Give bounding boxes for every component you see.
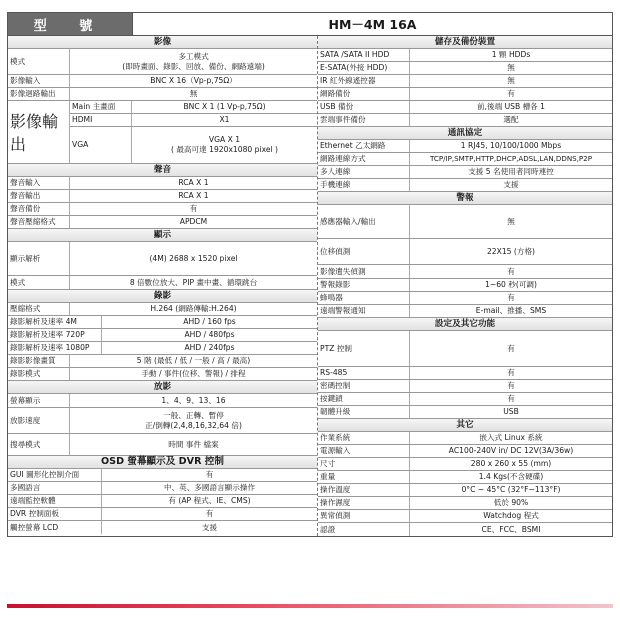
spec-value: CE、FCC、BSMI — [481, 524, 541, 534]
spec-row-rate-4m — [8, 316, 317, 329]
spec-row-notify — [318, 305, 612, 318]
spec-row-rate-720 — [8, 329, 317, 342]
spec-label: GUI 圖形化控制介面 — [8, 469, 102, 481]
spec-row-ir — [318, 75, 612, 88]
spec-value: 支援 5 名使用者同時連控 — [468, 167, 554, 176]
spec-label: 顯示解析 — [8, 242, 70, 275]
spec-label: 尺寸 — [318, 458, 410, 470]
spec-label: 網路連線方式 — [318, 153, 410, 165]
spec-value: 1~60 秒(可調) — [485, 280, 537, 289]
spec-row-rs485 — [318, 367, 612, 380]
spec-label: 密碼控制 — [318, 380, 410, 392]
spec-value: 有 — [205, 509, 214, 518]
spec-value: 有 — [205, 470, 214, 479]
spec-label: RS-485 — [318, 367, 410, 379]
spec-label: 放影速度 — [8, 408, 70, 433]
spec-label: 聲音輸出 — [8, 190, 70, 202]
spec-row-net-backup — [318, 88, 612, 101]
spec-value: 前,後端 USB 槽各 1 — [476, 102, 546, 111]
spec-value: VGA X 1 ( 最高可達 1920x1080 pixel ) — [170, 135, 279, 154]
spec-label: 影像迴路輸出 — [8, 88, 70, 100]
spec-row-os — [318, 432, 612, 445]
spec-label: SATA /SATA II HDD — [318, 49, 410, 61]
left-spec-column — [8, 36, 318, 536]
spec-value: 支援 — [503, 180, 519, 189]
spec-label: 模式 — [8, 49, 70, 74]
spec-label: DVR 控制面板 — [8, 508, 102, 520]
spec-row-video-in — [8, 75, 317, 88]
spec-row-firmware — [318, 406, 612, 419]
section-osd: OSD 螢幕顯示及 DVR 控制 — [8, 456, 317, 469]
spec-row-loop — [8, 88, 317, 101]
spec-label: 韌體升級 — [318, 406, 410, 418]
spec-row-motion — [318, 239, 612, 265]
spec-label: 聲音壓縮格式 — [8, 216, 70, 228]
spec-value: RCA X 1 — [178, 178, 209, 187]
spec-label: 錄影解析及速率 1080P — [8, 342, 102, 354]
spec-value: 有 — [507, 293, 515, 302]
spec-row-net-protocol — [318, 153, 612, 166]
model-label: 型 號 — [8, 13, 133, 35]
spec-value: 有 — [189, 204, 198, 213]
spec-label: 網路備份 — [318, 88, 410, 100]
spec-value: 有 — [507, 368, 515, 377]
spec-value: 有 — [507, 394, 515, 403]
spec-value: 無 — [507, 63, 515, 72]
spec-label: 位移偵測 — [318, 239, 410, 264]
spec-label: 操作溫度 — [318, 484, 410, 496]
spec-row-watchdog — [318, 510, 612, 523]
spec-label: Ethernet 乙太網路 — [318, 140, 410, 152]
spec-value: BNC X 16（Vp-p,75Ω） — [150, 76, 237, 85]
spec-sheet — [7, 12, 613, 537]
spec-row-weight — [318, 471, 612, 484]
spec-label: 錄影模式 — [8, 368, 70, 380]
spec-row-resolution — [8, 242, 317, 276]
spec-value: 280 x 260 x 55 (mm) — [470, 459, 552, 468]
spec-value: APDCM — [179, 217, 208, 226]
spec-value: 22X15 (方格) — [486, 246, 536, 256]
spec-value: AHD / 240fps — [184, 343, 235, 352]
section-display: 顯示 — [8, 229, 317, 242]
spec-label: 按鍵鎖 — [318, 393, 410, 405]
spec-group-video-out — [8, 101, 317, 164]
spec-header — [8, 13, 612, 36]
spec-label: 錄影影像畫質 — [8, 355, 70, 367]
spec-label: 錄影解析及速率 720P — [8, 329, 102, 341]
spec-row-video-loss — [318, 265, 612, 279]
section-audio: 聲音 — [8, 164, 317, 177]
section-other: 其它 — [318, 419, 612, 432]
spec-row-rec-mode — [8, 368, 317, 381]
spec-row-display-mode — [8, 276, 317, 290]
spec-row-remote — [8, 495, 317, 508]
spec-value: 有 — [507, 266, 515, 276]
section-protocol: 通訊協定 — [318, 127, 612, 140]
spec-value: 1、4、9、13、16 — [161, 395, 226, 405]
spec-label: PTZ 控制 — [318, 331, 410, 366]
spec-row-panel — [8, 508, 317, 521]
spec-row-main — [70, 101, 317, 114]
spec-value: 有 — [507, 343, 515, 353]
spec-row-usb — [318, 101, 612, 114]
spec-row-language — [8, 482, 317, 495]
spec-value: (4M) 2688 x 1520 pixel — [149, 253, 238, 263]
spec-value: BNC X 1 (1 Vp-p,75Ω) — [183, 102, 266, 111]
spec-label: 多人連線 — [318, 166, 410, 178]
spec-label: 遠端警報通知 — [318, 305, 410, 317]
spec-row-audio-backup — [8, 203, 317, 216]
spec-value: 手動 / 事件(位移、警報) / 排程 — [141, 369, 246, 378]
spec-row-quality — [8, 355, 317, 368]
spec-label: 影像輸出 — [8, 101, 70, 163]
spec-value: AHD / 160 fps — [183, 317, 236, 326]
spec-label: IR 紅外線遙控器 — [318, 75, 410, 87]
spec-value: RCA X 1 — [178, 191, 209, 200]
spec-row-alarm-rec — [318, 279, 612, 292]
spec-value: 嵌入式 Linux 系統 — [479, 433, 543, 442]
spec-row-esata — [318, 62, 612, 75]
spec-value: 1 顆 HDDs — [491, 50, 531, 59]
spec-value: TCP/IP,SMTP,HTTP,DHCP,ADSL,LAN,DDNS,P2P — [430, 154, 592, 163]
spec-value: 選配 — [503, 115, 519, 124]
spec-label: 操作濕度 — [318, 497, 410, 509]
spec-value: 1.4 Kgs(不含硬碟) — [478, 472, 544, 481]
spec-label: 感應器輸入/輸出 — [318, 205, 410, 238]
spec-value: 8 倍數位放大、PIP 畫中畫、循環跳台 — [129, 277, 258, 287]
spec-row-hdmi — [70, 114, 317, 127]
spec-row-search-mode — [8, 434, 317, 456]
spec-value: E-mail、推播、SMS — [475, 306, 547, 315]
spec-row-password — [318, 380, 612, 393]
spec-value: USB — [503, 407, 519, 416]
spec-value: 有 — [507, 89, 515, 98]
spec-value: H.264 (網路傳輸:H.264) — [150, 304, 237, 313]
spec-value: 0°C ~ 45°C (32°F~113°F) — [461, 485, 561, 494]
right-spec-column — [318, 36, 612, 536]
spec-label: 認證 — [318, 523, 410, 536]
section-video: 影像 — [8, 36, 317, 49]
spec-row-compression — [8, 303, 317, 316]
spec-value: 無 — [507, 216, 515, 226]
spec-row-cloud — [318, 114, 612, 127]
spec-label: 錄影解析及速率 4M — [8, 316, 102, 328]
spec-value: X1 — [219, 115, 230, 124]
spec-row-vga — [70, 127, 317, 163]
spec-value: 有 (AP 程式、IE、CMS) — [168, 496, 251, 505]
spec-row-audio-in — [8, 177, 317, 190]
spec-row-audio-comp — [8, 216, 317, 229]
spec-row-keylock — [318, 393, 612, 406]
spec-row-mode — [8, 49, 317, 75]
spec-label: 模式 — [8, 276, 70, 289]
spec-row-humidity — [318, 497, 612, 510]
section-storage: 儲存及備份裝置 — [318, 36, 612, 49]
spec-row-sensor — [318, 205, 612, 239]
spec-value: 無 — [507, 76, 515, 85]
spec-label: 電源輸入 — [318, 445, 410, 457]
spec-row-buzzer — [318, 292, 612, 305]
spec-value: AC100-240V in/ DC 12V(3A/36w) — [448, 446, 574, 455]
spec-value: 多工模式 (即時畫面、錄影、回放、備份、網路遠端) — [122, 51, 265, 71]
footer-accent-bar — [7, 604, 613, 608]
spec-sublabel: Main 主畫面 — [70, 101, 132, 113]
spec-value: Watchdog 程式 — [483, 511, 539, 520]
spec-label: 影像遺失偵測 — [318, 265, 410, 278]
spec-row-size — [318, 458, 612, 471]
spec-row-multi-user — [318, 166, 612, 179]
spec-label: 雲端事件備份 — [318, 114, 410, 126]
spec-value: 1 RJ45, 10/100/1000 Mbps — [460, 141, 562, 150]
spec-value: 無 — [189, 89, 198, 98]
spec-sublabel: VGA — [70, 127, 132, 163]
spec-value: AHD / 480fps — [184, 330, 235, 339]
section-playback: 放影 — [8, 381, 317, 394]
spec-row-ethernet — [318, 140, 612, 153]
spec-label: USB 備份 — [318, 101, 410, 113]
spec-row-sata — [318, 49, 612, 62]
spec-row-temperature — [318, 484, 612, 497]
spec-label: 蜂鳴器 — [318, 292, 410, 304]
spec-row-certification — [318, 523, 612, 536]
spec-label: 螢幕顯示 — [8, 394, 70, 407]
spec-value: 5 階 (最低 / 低 / 一般 / 高 / 最高) — [136, 356, 251, 365]
spec-label: 異常偵測 — [318, 510, 410, 522]
section-setup: 設定及其它功能 — [318, 318, 612, 331]
spec-value: 中、英、多國語言顯示操作 — [163, 483, 256, 492]
spec-value: 支援 — [201, 522, 218, 532]
spec-value: 時間 事件 檔案 — [168, 439, 219, 449]
spec-label: 壓縮格式 — [8, 303, 70, 315]
spec-row-rate-1080 — [8, 342, 317, 355]
section-alarm: 警報 — [318, 192, 612, 205]
spec-value: 有 — [507, 381, 515, 390]
spec-row-ptz — [318, 331, 612, 367]
spec-label: 聲音輸入 — [8, 177, 70, 189]
spec-label: 重量 — [318, 471, 410, 483]
spec-row-mobile — [318, 179, 612, 192]
spec-row-gui — [8, 469, 317, 482]
spec-label: 觸控螢幕 LCD — [8, 521, 102, 534]
spec-row-speed — [8, 408, 317, 434]
spec-label: 搜尋模式 — [8, 434, 70, 455]
model-name: HM－4M 16A — [328, 17, 417, 32]
spec-label: 遠端監控軟體 — [8, 495, 102, 507]
section-recording: 錄影 — [8, 290, 317, 303]
spec-label: 聲音備份 — [8, 203, 70, 215]
spec-label: 警報錄影 — [318, 279, 410, 291]
spec-label: 手機連線 — [318, 179, 410, 191]
spec-label: E-SATA(外接 HDD) — [318, 62, 410, 74]
spec-value: 一般、正轉、暫停 正/倒轉(2,4,8,16,32,64 倍) — [145, 410, 242, 430]
spec-value: 低於 90% — [493, 498, 529, 507]
spec-label: 多國語言 — [8, 482, 102, 494]
spec-row-power — [318, 445, 612, 458]
spec-label: 作業系統 — [318, 432, 410, 444]
spec-row-search-display — [8, 394, 317, 408]
spec-row-audio-out — [8, 190, 317, 203]
spec-row-lcd — [8, 521, 317, 534]
spec-sublabel: HDMI — [70, 114, 132, 126]
spec-label: 影像輸入 — [8, 75, 70, 87]
